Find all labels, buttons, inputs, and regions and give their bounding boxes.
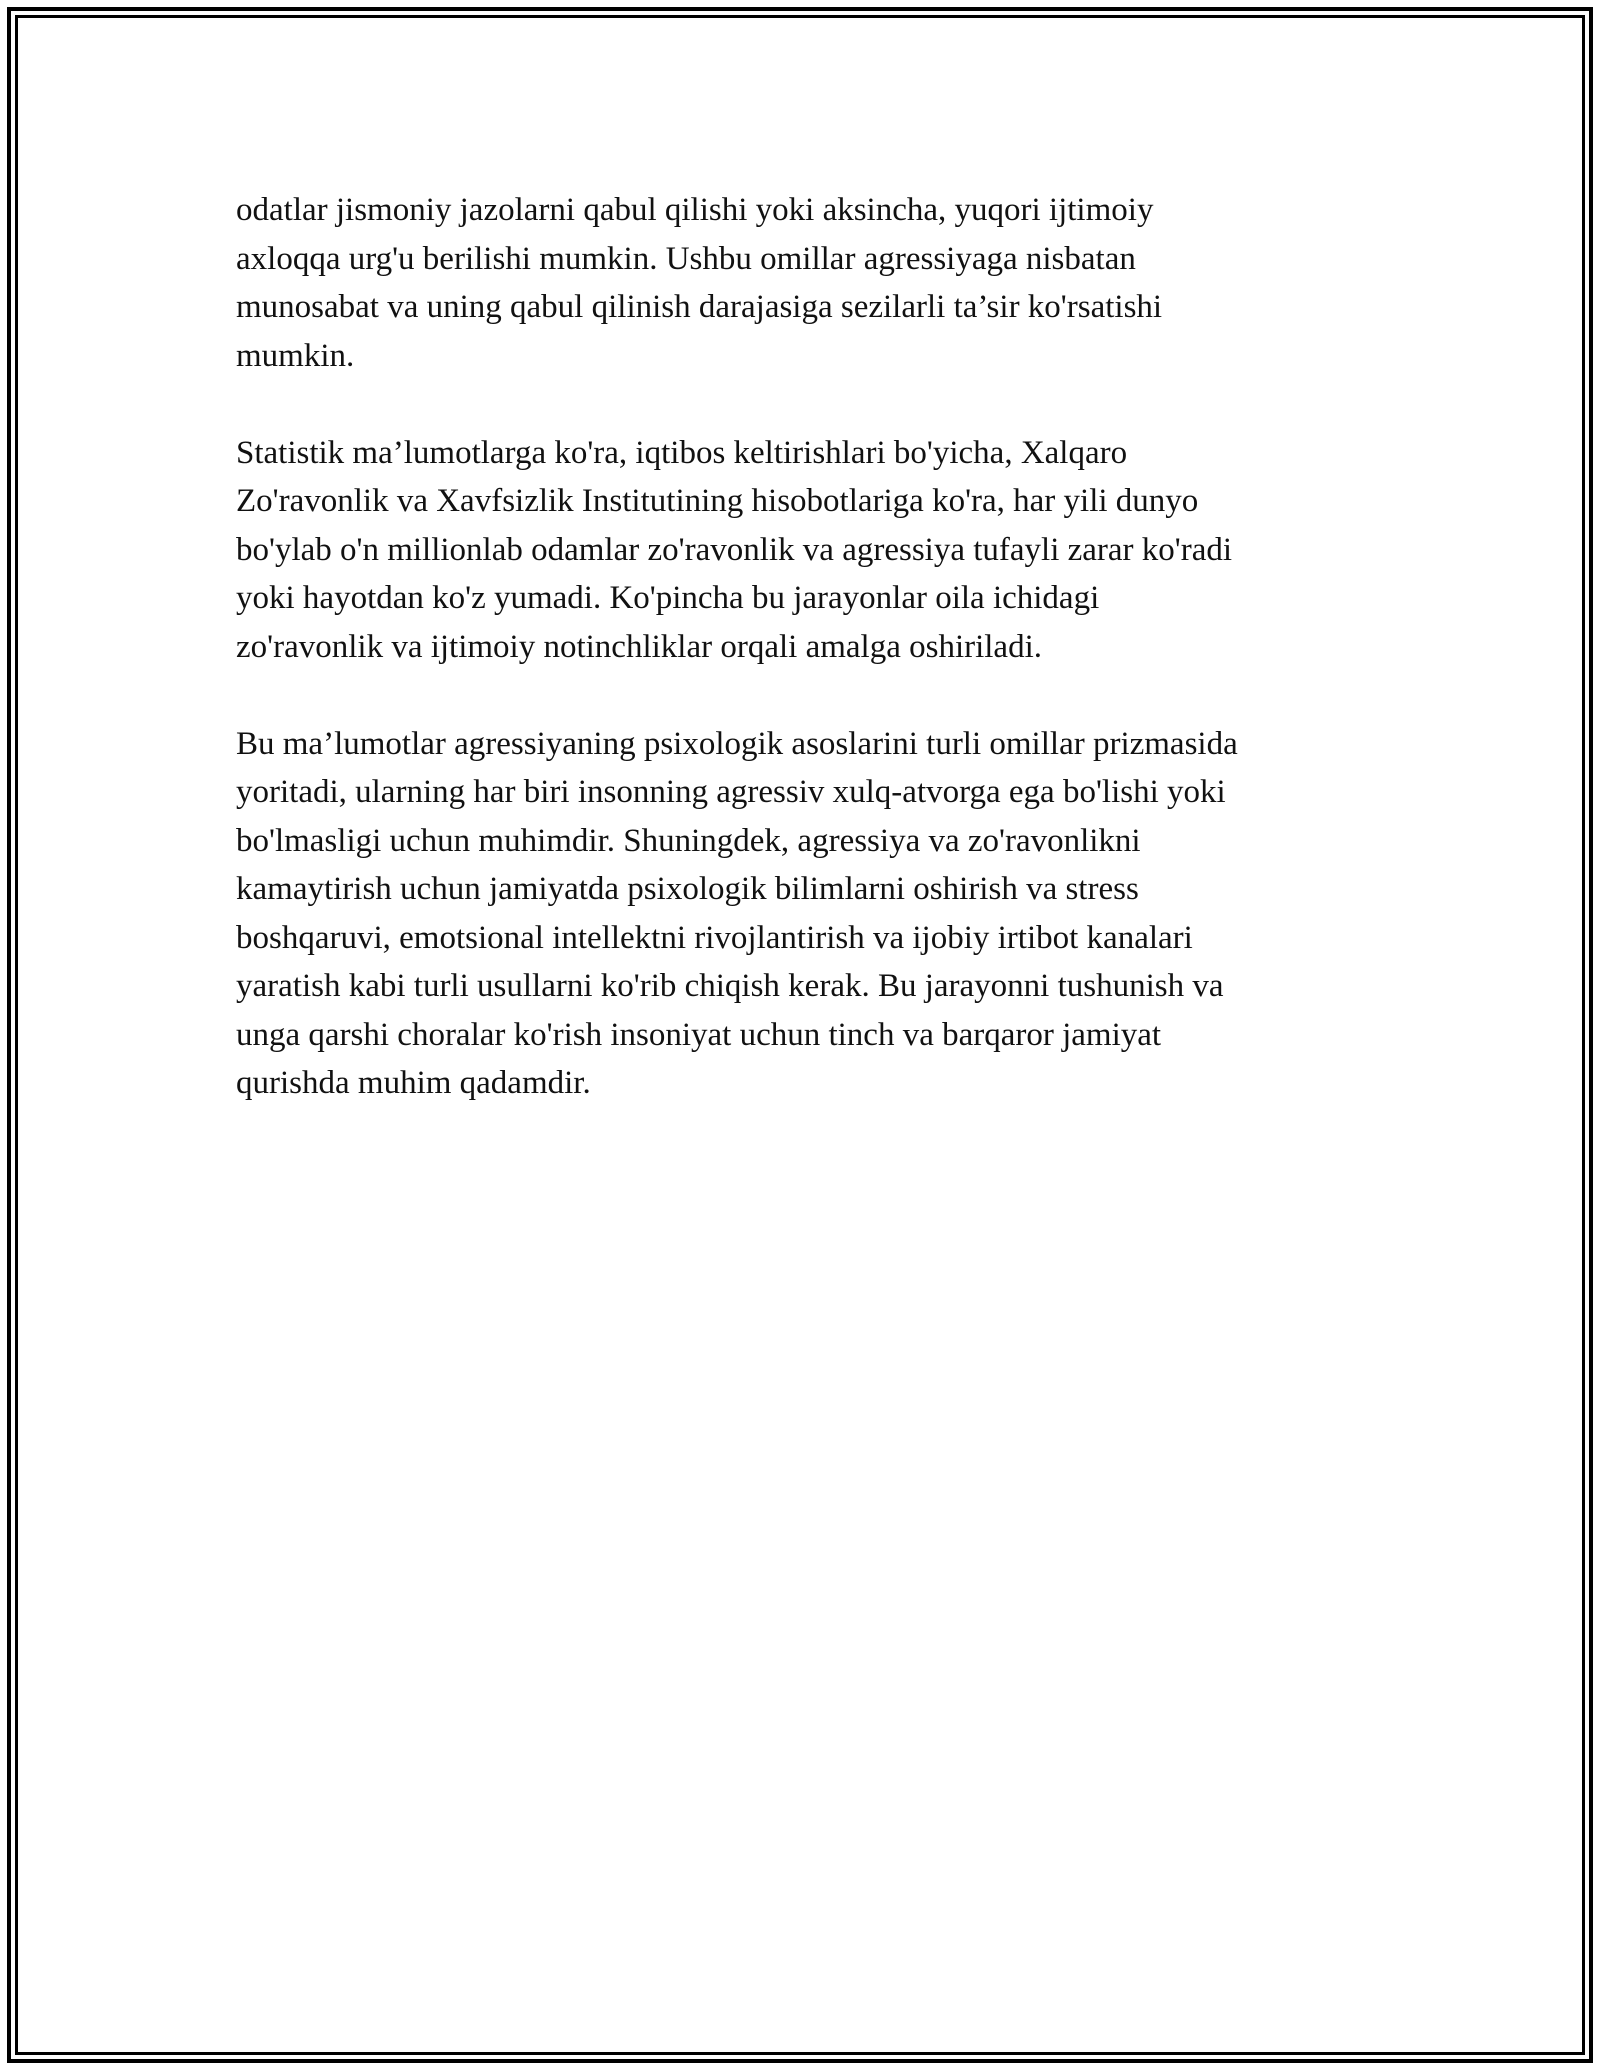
text-line: munosabat va uning qabul qilinish darajasiga sezilarli ta’sir ko'rsatishi	[236, 289, 1163, 325]
paragraph-1	[236, 186, 1366, 380]
text-line: bo'lmasligi uchun muhimdir. Shuningdek, agressiya va zo'ravonlikni	[236, 822, 1141, 859]
text-line: Bu ma’lumotlar agressiyaning psixologik asoslarini turli omillar prizmasida	[236, 725, 1238, 762]
text-line: yoritadi, ularning har biri insonning agressiv xulq-atvorga ega bo'lishi yoki	[236, 774, 1226, 810]
paragraph-2	[236, 429, 1366, 672]
text-line: Statistik ma’lumotlarga ko'ra, iqtibos keltirishlari bo'yicha, Xalqaro	[236, 434, 1128, 471]
paragraph-3	[236, 720, 1366, 1108]
text-line: yaratish kabi turli usullarni ko'rib chiqish kerak. Bu jarayonni tushunish va	[236, 968, 1224, 1004]
text-line: yoki hayotdan ko'z yumadi. Ko'pincha bu jarayonlar oila ichidagi	[236, 580, 1100, 616]
text-line: odatlar jismoniy jazolarni qabul qilishi yoki aksincha, yuqori ijtimoiy	[236, 192, 1154, 228]
document-body	[236, 186, 1366, 1156]
text-line: Zo'ravonlik va Xavfsizlik Institutining hisobotlariga ko'ra, har yili dunyo	[236, 483, 1199, 519]
text-line: bo'ylab o'n millionlab odamlar zo'ravonlik va agressiya tufayli zarar ko'radi	[236, 531, 1233, 568]
text-line: axloqqa urg'u berilishi mumkin. Ushbu omillar agressiyaga nisbatan	[236, 240, 1136, 277]
text-line: zo'ravonlik va ijtimoiy notinchliklar orqali amalga oshiriladi.	[236, 628, 1043, 665]
text-line: qurishda muhim qadamdir.	[236, 1065, 591, 1101]
text-line: kamaytirish uchun jamiyatda psixologik bilimlarni oshirish va stress	[236, 871, 1139, 907]
text-line: boshqaruvi, emotsional intellektni rivojlantirish va ijobiy irtibot kanalari	[236, 919, 1193, 956]
text-line: mumkin.	[236, 337, 355, 374]
text-line: unga qarshi choralar ko'rish insoniyat uchun tinch va barqaror jamiyat	[236, 1016, 1162, 1053]
